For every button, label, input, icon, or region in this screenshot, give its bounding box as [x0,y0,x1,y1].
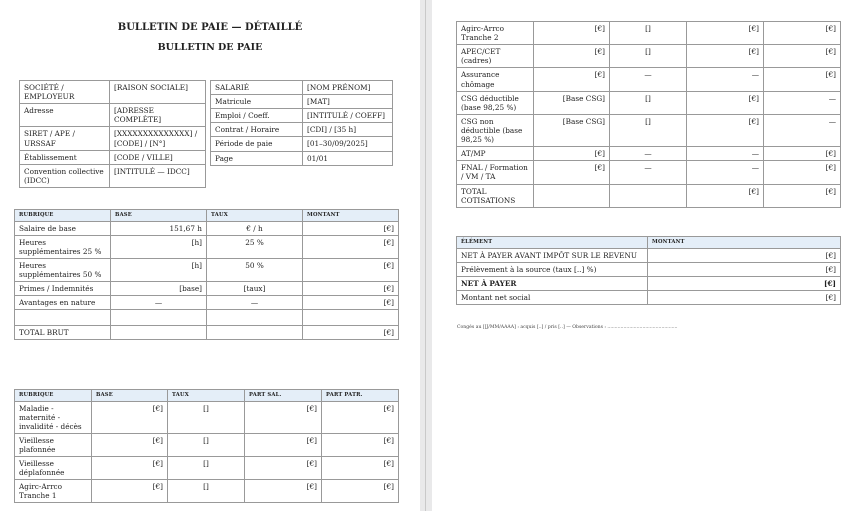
rate-cell: [] [168,480,245,503]
table-row [20,164,206,187]
page-divider [425,0,426,511]
rate-cell: [] [610,45,687,68]
table-row [20,127,206,150]
employer-value: [RAISON SOCIALE] [110,81,206,104]
rate-cell: € / h [207,221,303,235]
base-cell: [Base CSG] [534,114,610,146]
employer-label: SOCIÉTÉ / EMPLOYEUR [20,81,110,104]
row-label: FNAL / Formation / VM / TA [457,161,534,184]
base-cell: [€] [92,457,168,480]
base-cell: [Base CSG] [534,91,610,114]
column-header: RUBRIQUE [15,390,92,402]
row-label: NET À PAYER AVANT IMPÔT SUR LE REVENU [457,248,648,262]
table-row [15,235,399,258]
employee-value: [01–30/09/2025] [303,137,393,151]
table-row [15,401,399,433]
column-header: BASE [92,390,168,402]
column-header: TAUX [168,390,245,402]
employee-label: Contrat / Horaire [211,123,303,137]
net-pay-table [456,236,841,305]
row-label: Agirc-Arrco Tranche 1 [15,480,92,503]
row-label: Vieillesse déplafonnée [15,457,92,480]
base-cell: [€] [534,68,610,91]
base-cell: [€] [534,161,610,184]
employee-value: [MAT] [303,95,393,109]
table-row [211,123,393,137]
base-cell [534,184,610,207]
rate-cell: [] [168,457,245,480]
table-row [457,161,841,184]
table-row [457,68,841,91]
employee-share-cell: — [687,147,764,161]
employer-share-cell: [€] [764,161,841,184]
table-row [15,258,399,281]
base-cell: [€] [92,480,168,503]
rate-cell: 25 % [207,235,303,258]
row-label: Avantages en nature [15,296,111,310]
row-label: Montant net social [457,290,648,304]
table-row [457,45,841,68]
total-employer-share: [€] [764,184,841,207]
amount-cell: [€] [303,221,399,235]
table-row [457,248,841,262]
table-row [211,109,393,123]
page-gap [420,0,432,511]
employee-label: Période de paie [211,137,303,151]
employee-value: [NOM PRÉNOM] [303,81,393,95]
column-header: RUBRIQUE [15,210,111,222]
row-label: AT/MP [457,147,534,161]
employee-value: 01/01 [303,151,393,165]
table-row [15,480,399,503]
column-header: MONTANT [303,210,399,222]
table-row [457,262,841,276]
table-row [15,282,399,296]
base-cell: [base] [111,282,207,296]
table-row [20,150,206,164]
table-header-row [15,210,399,222]
table-row [211,151,393,165]
employee-share-cell: [€] [687,22,764,45]
employee-share-cell: [€] [687,45,764,68]
table-header-row [457,237,841,249]
rate-cell: — [610,161,687,184]
document-subtitle: BULLETIN DE PAIE [157,42,263,53]
employer-share-cell: [€] [764,22,841,45]
row-label: Maladie - maternité - invalidité - décès [15,401,92,433]
row-label: CSG non déductible (base 98,25 %) [457,114,534,146]
table-row [211,137,393,151]
employee-share-cell: — [687,68,764,91]
row-label: Salaire de base [15,221,111,235]
table-row [457,147,841,161]
table-row [15,310,399,326]
employer-share-cell: [€] [322,457,399,480]
base-cell: 151,67 h [111,221,207,235]
rate-cell: [] [610,114,687,146]
employee-label: Matricule [211,95,303,109]
earnings-table [14,209,399,340]
contributions-table [14,389,399,503]
table-row [457,114,841,146]
employer-value: [INTITULÉ — IDCC] [110,164,206,187]
table-row [457,184,841,207]
rate-cell: [] [610,22,687,45]
amount-cell: [€] [303,235,399,258]
amount-cell: [€] [648,248,841,262]
rate-cell [207,326,303,340]
column-header: MONTANT [648,237,841,249]
employee-table [210,80,393,166]
base-cell: [€] [92,433,168,456]
base-cell [111,310,207,326]
employee-label: Page [211,151,303,165]
employer-share-cell: [€] [322,433,399,456]
rate-cell [207,310,303,326]
employer-share-cell: [€] [764,45,841,68]
employee-share-cell: [€] [245,401,322,433]
table-header-row [15,390,399,402]
table-row [211,81,393,95]
row-label: APEC/CET (cadres) [457,45,534,68]
employer-share-cell: — [764,114,841,146]
base-cell: — [111,296,207,310]
table-row [457,91,841,114]
rate-cell: [] [168,433,245,456]
column-header: TAUX [207,210,303,222]
rate-cell: [] [168,401,245,433]
employee-share-cell: — [687,161,764,184]
column-header: PART PATR. [322,390,399,402]
total-label: TOTAL BRUT [15,326,111,340]
rate-cell: [] [610,91,687,114]
table-row [20,104,206,127]
total-amount: [€] [303,326,399,340]
table-row [457,22,841,45]
page-1 [0,0,420,511]
base-cell: [€] [534,147,610,161]
row-label: Primes / Indemnités [15,282,111,296]
page-2 [432,0,854,511]
employer-label: Adresse [20,104,110,127]
amount-cell [303,310,399,326]
row-label: Agirc-Arrco Tranche 2 [457,22,534,45]
row-label: CSG déductible (base 98,25 %) [457,91,534,114]
column-header: ÉLÉMENT [457,237,648,249]
leave-footnote: Congés au [[J/MM/AAAA] : acquis [..] / pris [..] — Observations : ................................................ [457,325,678,330]
employee-share-cell: [€] [687,91,764,114]
base-cell: [€] [92,401,168,433]
rate-cell: 50 % [207,258,303,281]
employer-value: [ADRESSE COMPLÈTE] [110,104,206,127]
total-employee-share: [€] [687,184,764,207]
rate-cell: [taux] [207,282,303,296]
row-label: Prélèvement à la source (taux [..] %) [457,262,648,276]
employer-label: Convention collective (IDCC) [20,164,110,187]
table-row [15,296,399,310]
table-row [457,290,841,304]
employer-share-cell: [€] [764,68,841,91]
employer-label: Établissement [20,150,110,164]
employee-share-cell: [€] [245,457,322,480]
rate-cell: — [207,296,303,310]
row-label [15,310,111,326]
document-title: BULLETIN DE PAIE — DÉTAILLÉ [117,22,303,33]
table-row [15,457,399,480]
table-row [15,433,399,456]
employer-table [19,80,206,188]
row-label: Assurance chômage [457,68,534,91]
base-cell: [h] [111,258,207,281]
employer-value: [CODE / VILLE] [110,150,206,164]
amount-cell: [€] [648,290,841,304]
employer-share-cell: [€] [322,480,399,503]
net-to-pay-label: NET À PAYER [457,276,648,290]
employee-share-cell: [€] [687,114,764,146]
employee-label: Emploi / Coeff. [211,109,303,123]
column-header: BASE [111,210,207,222]
total-label: TOTAL COTISATIONS [457,184,534,207]
rate-cell: — [610,147,687,161]
base-cell: [h] [111,235,207,258]
table-row [15,326,399,340]
employer-share-cell: [€] [764,147,841,161]
contributions-table-continued [456,21,841,208]
employee-share-cell: [€] [245,480,322,503]
table-row [15,221,399,235]
amount-cell: [€] [303,258,399,281]
net-to-pay-amount: [€] [648,276,841,290]
rate-cell [610,184,687,207]
row-label: Vieillesse plafonnée [15,433,92,456]
row-label: Heures supplémentaires 50 % [15,258,111,281]
table-row [211,95,393,109]
employee-label: SALARIÉ [211,81,303,95]
employer-share-cell: [€] [322,401,399,433]
rate-cell: — [610,68,687,91]
employer-share-cell: — [764,91,841,114]
employer-value: [XXXXXXXXXXXXXX] / [CODE] / [N°] [110,127,206,150]
base-cell: [€] [534,45,610,68]
employee-share-cell: [€] [245,433,322,456]
row-label: Heures supplémentaires 25 % [15,235,111,258]
amount-cell: [€] [303,296,399,310]
base-cell [111,326,207,340]
employee-value: [CDI] / [35 h] [303,123,393,137]
table-row [20,81,206,104]
base-cell: [€] [534,22,610,45]
amount-cell: [€] [303,282,399,296]
employee-value: [INTITULÉ / COEFF] [303,109,393,123]
table-row [457,276,841,290]
amount-cell: [€] [648,262,841,276]
column-header: PART SAL. [245,390,322,402]
employer-label: SIRET / APE / URSSAF [20,127,110,150]
